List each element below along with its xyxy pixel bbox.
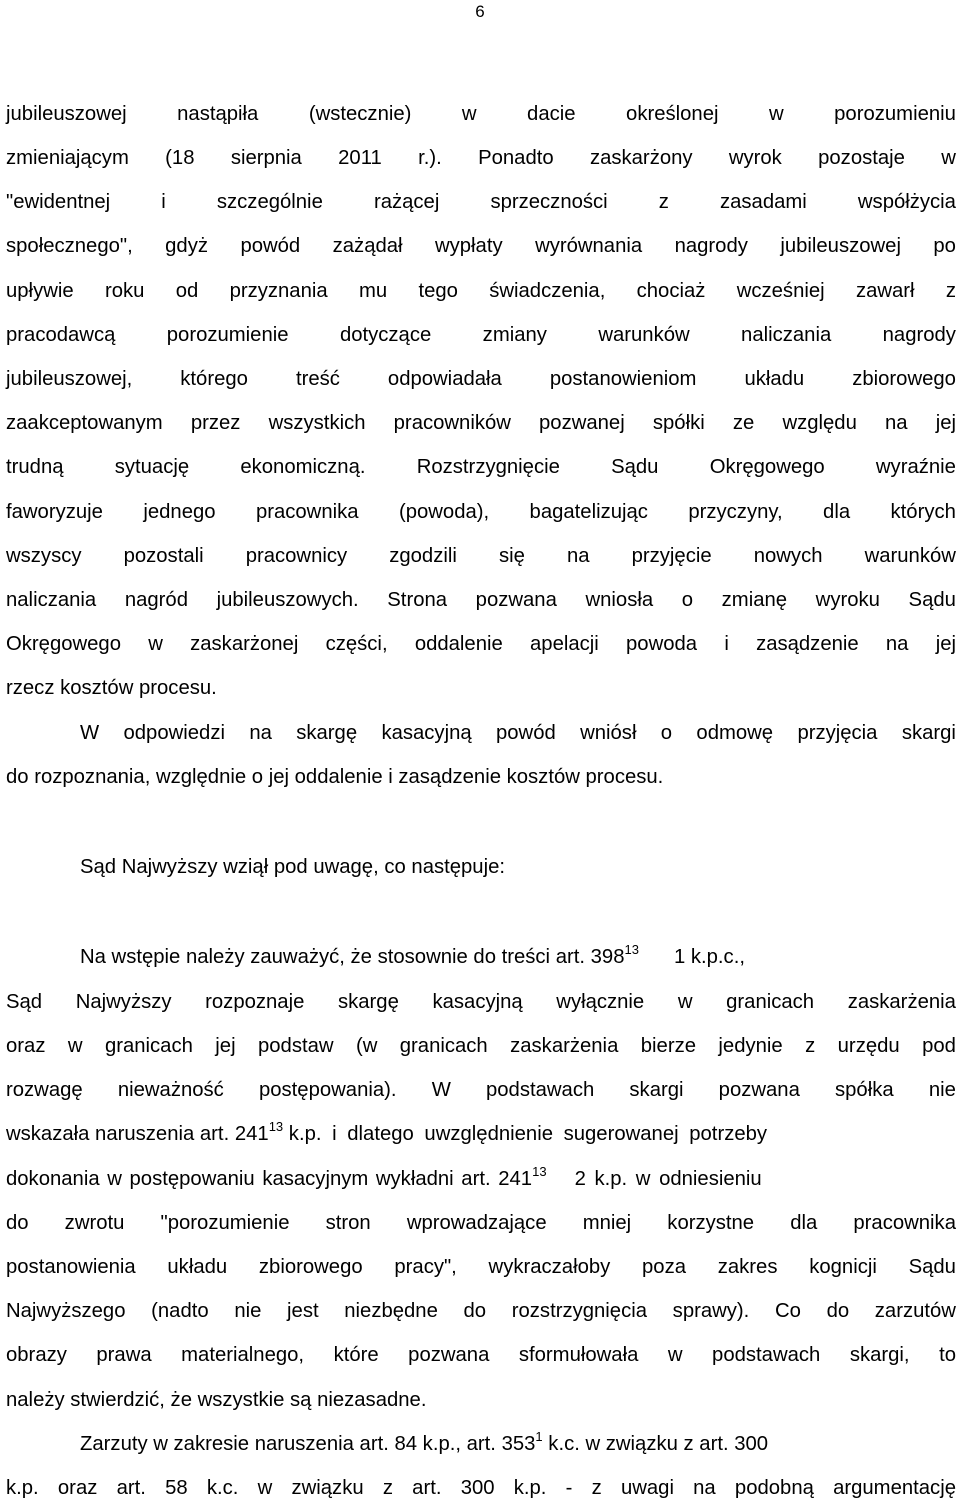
word: w <box>941 147 956 169</box>
word: zasadami <box>720 191 807 213</box>
word: oraz <box>57 1477 98 1499</box>
word: wcześniej <box>736 280 825 302</box>
word: zaakceptowanym <box>6 412 163 434</box>
text-line <box>6 1208 956 1238</box>
word: granicach <box>399 1035 488 1057</box>
text-line <box>6 364 956 394</box>
word: faworyzuje <box>6 501 103 523</box>
word: r.). <box>418 147 442 169</box>
word: trudną <box>6 456 64 478</box>
word: roku <box>104 280 145 302</box>
word: pozwana <box>718 1079 800 1101</box>
word: z <box>805 1035 816 1057</box>
word: jubileuszowej <box>6 103 127 125</box>
word: z <box>945 280 956 302</box>
text-line <box>80 942 956 972</box>
word: art. <box>412 1477 442 1499</box>
word: mu <box>358 280 388 302</box>
word: kognicji <box>809 1256 877 1278</box>
word: sprzeczności <box>490 191 608 213</box>
word: związku <box>291 1477 364 1499</box>
text-line <box>6 1031 956 1061</box>
word: k.c. <box>206 1477 239 1499</box>
word: podstawach <box>486 1079 595 1101</box>
word: odpowiedzi <box>123 722 225 744</box>
word: dla <box>823 501 851 523</box>
word: jedynie <box>718 1035 783 1057</box>
word: na <box>249 722 272 744</box>
word: rozstrzygnięcia <box>511 1300 648 1322</box>
word: naliczania <box>6 589 97 611</box>
word: w <box>257 1477 273 1499</box>
word: jubileuszowej, <box>6 368 133 390</box>
word: obrazy <box>6 1344 67 1366</box>
word: pracownika <box>853 1212 956 1234</box>
word: bagatelizując <box>529 501 648 523</box>
text-line <box>6 1296 956 1326</box>
text-line <box>6 1340 956 1370</box>
word: na <box>693 1477 716 1499</box>
word: zbiorowego <box>852 368 956 390</box>
section-heading: Sąd Najwyższy wziął pod uwagę, co następuje: <box>80 856 506 878</box>
word: przyjęcie <box>631 545 712 567</box>
word: tego <box>418 280 458 302</box>
text-line <box>6 452 956 482</box>
word: którego <box>180 368 248 390</box>
word: Strona <box>387 589 448 611</box>
word: rozwagę <box>6 1079 83 1101</box>
word: określonej <box>626 103 719 125</box>
word: - <box>565 1477 573 1499</box>
word: (nadto <box>151 1300 209 1322</box>
word: "porozumienie <box>160 1212 290 1234</box>
word: przyjęcia <box>797 722 878 744</box>
word: w <box>677 991 693 1013</box>
word: kasacyjną <box>432 991 523 1013</box>
word: urzędu <box>837 1035 900 1057</box>
word: które <box>333 1344 379 1366</box>
word: bierze <box>640 1035 697 1057</box>
word: W <box>431 1079 451 1101</box>
word: w <box>67 1035 83 1057</box>
word: układu <box>167 1256 228 1278</box>
word: (powoda), <box>398 501 490 523</box>
word: których <box>890 501 956 523</box>
word: granicach <box>104 1035 193 1057</box>
word: porozumieniu <box>834 103 956 125</box>
word: nastąpiła <box>177 103 259 125</box>
superscript: 13 <box>268 1119 284 1134</box>
word: 300 <box>460 1477 495 1499</box>
word: jednego <box>143 501 216 523</box>
word: jej <box>215 1035 236 1057</box>
text-line: do rozpoznania, względnie o jej oddalenie i zasądzenie kosztów procesu. <box>6 766 664 788</box>
text-line <box>6 629 956 659</box>
word: na <box>885 633 909 655</box>
word: dla <box>790 1212 818 1234</box>
word: "ewidentnej <box>6 191 111 213</box>
word: z <box>591 1477 602 1499</box>
word: układu <box>744 368 805 390</box>
word: prawa <box>96 1344 152 1366</box>
word: treść <box>295 368 340 390</box>
word: postanowieniom <box>549 368 697 390</box>
word: chociaż <box>636 280 706 302</box>
word: od <box>175 280 199 302</box>
word: i <box>724 633 729 655</box>
word: nagrody <box>882 324 956 346</box>
word: poza <box>642 1256 686 1278</box>
word: podobną <box>734 1477 814 1499</box>
word: sytuację <box>114 456 190 478</box>
word: korzystne <box>667 1212 755 1234</box>
word: jej <box>935 633 956 655</box>
word: nieważność <box>117 1079 224 1101</box>
text-line <box>6 231 956 261</box>
word: wprowadzające <box>406 1212 547 1234</box>
word: apelacji <box>530 633 599 655</box>
word: naliczania <box>741 324 832 346</box>
word: Ponadto <box>478 147 554 169</box>
word: Najwyższy <box>75 991 172 1013</box>
word: wyrok <box>728 147 782 169</box>
word: społecznego", <box>6 235 133 257</box>
text-segment: dokonania w postępowaniu kasacyjnym wykładni art. 241 <box>6 1168 533 1190</box>
word: spółki <box>652 412 705 434</box>
text-line: rzecz kosztów procesu. <box>6 677 217 699</box>
word: skargi <box>901 722 956 744</box>
word: pracownika <box>255 501 359 523</box>
text-line <box>6 541 956 571</box>
word: zwrotu <box>64 1212 125 1234</box>
word: powoda <box>626 633 698 655</box>
word: zażądał <box>332 235 403 257</box>
word: ze <box>732 412 755 434</box>
word: zaskarżonej <box>190 633 299 655</box>
word: niezbędne <box>344 1300 438 1322</box>
word: Okręgowego <box>6 633 121 655</box>
word: szczególnie <box>216 191 323 213</box>
word: wszystkich <box>268 412 366 434</box>
word: pod <box>922 1035 956 1057</box>
text-line <box>6 1164 956 1194</box>
word: odmowę <box>696 722 774 744</box>
word: Sądu <box>611 456 659 478</box>
word: dacie <box>527 103 576 125</box>
word: pozostaje <box>818 147 905 169</box>
word: sprawy). <box>672 1300 750 1322</box>
word: oddalenie <box>414 633 503 655</box>
word: jest <box>287 1300 319 1322</box>
word: zaskarżenia <box>847 991 956 1013</box>
word: dotyczące <box>339 324 432 346</box>
word: postępowania). <box>258 1079 397 1101</box>
word: części, <box>325 633 388 655</box>
word: w <box>769 103 784 125</box>
word: jej <box>935 412 956 434</box>
word: zaskarżony <box>589 147 693 169</box>
superscript: 1 <box>535 1429 543 1444</box>
word: jubileuszowej <box>780 235 901 257</box>
text-line: należy stwierdzić, że wszystkie są niezasadne. <box>6 1389 427 1411</box>
word: granicach <box>726 991 815 1013</box>
text-line <box>6 585 956 615</box>
word: pracowników <box>393 412 511 434</box>
word: porozumienie <box>166 324 289 346</box>
word: o <box>681 589 694 611</box>
word: art. <box>116 1477 146 1499</box>
word: wszyscy <box>6 545 82 567</box>
text-segment: k.p. i dlatego uwzględnienie sugerowanej potrzeby <box>288 1123 768 1145</box>
word: (w <box>355 1035 378 1057</box>
word: skargi <box>629 1079 684 1101</box>
text-line <box>80 1429 956 1459</box>
word: skargi, <box>849 1344 910 1366</box>
word: podstaw <box>258 1035 334 1057</box>
text-segment: Zarzuty w zakresie naruszenia art. 84 k.p., art. 353 <box>80 1433 536 1455</box>
word: rozpoznaje <box>205 991 305 1013</box>
word: Co <box>774 1300 801 1322</box>
word: ekonomiczną. <box>240 456 366 478</box>
word: 2011 <box>338 147 382 169</box>
word: wniósł <box>580 722 637 744</box>
word: Sądu <box>908 589 956 611</box>
word: materialnego, <box>181 1344 305 1366</box>
word: świadczenia, <box>489 280 606 302</box>
word: mniej <box>582 1212 632 1234</box>
word: w <box>461 103 477 125</box>
word: pozostali <box>123 545 204 567</box>
word: przyczyny, <box>688 501 783 523</box>
superscript: 13 <box>624 942 639 957</box>
word: z <box>382 1477 393 1499</box>
text-line <box>80 718 956 748</box>
word: Najwyższego <box>6 1300 126 1322</box>
word: 58 <box>165 1477 188 1499</box>
word: zmianę <box>721 589 788 611</box>
word: pozwanej <box>539 412 625 434</box>
word: postanowienia <box>6 1256 136 1278</box>
text-line <box>6 320 956 350</box>
word: do <box>6 1212 29 1234</box>
word: współżycia <box>857 191 956 213</box>
word: pozwana <box>475 589 557 611</box>
word: nagród <box>124 589 188 611</box>
text-line <box>6 276 956 306</box>
word: zasądzenie <box>756 633 859 655</box>
text-line <box>6 497 956 527</box>
word: uwagi <box>620 1477 674 1499</box>
text-line <box>6 1473 956 1503</box>
text-segment: Na wstępie należy zauważyć, że stosownie do treści art. 398 <box>80 946 625 968</box>
word: k.p. <box>513 1477 547 1499</box>
word: k.p. <box>6 1477 39 1499</box>
word: warunków <box>864 545 956 567</box>
superscript: 13 <box>532 1164 547 1179</box>
word: zakres <box>717 1256 778 1278</box>
word: w <box>667 1344 683 1366</box>
word: na <box>885 412 908 434</box>
word: spółka <box>835 1079 894 1101</box>
word: w <box>148 633 163 655</box>
text-segment: 1 k.p.c., <box>673 946 745 968</box>
word: powód <box>495 722 556 744</box>
word: z <box>658 191 669 213</box>
word: podstawach <box>712 1344 821 1366</box>
word: nagrody <box>674 235 748 257</box>
word: powód <box>240 235 301 257</box>
word: skargę <box>296 722 358 744</box>
word: zawarł <box>855 280 915 302</box>
word: sformułowała <box>518 1344 639 1366</box>
text-line <box>6 187 956 217</box>
text-segment: k.c. w związku z art. 300 <box>548 1433 769 1455</box>
word: Okręgowego <box>709 456 825 478</box>
word: do <box>463 1300 487 1322</box>
word: wyroku <box>815 589 880 611</box>
word: upływie <box>6 280 74 302</box>
word: (wstecznie) <box>308 103 412 125</box>
word: o <box>660 722 673 744</box>
word: oraz <box>6 1035 46 1057</box>
word: warunków <box>598 324 690 346</box>
word: wyraźnie <box>875 456 956 478</box>
word: nowych <box>753 545 823 567</box>
word: (18 <box>165 147 195 169</box>
text-line <box>6 143 956 173</box>
word: nie <box>234 1300 262 1322</box>
word: zmieniającym <box>6 147 129 169</box>
word: skargę <box>337 991 399 1013</box>
word: jubileuszowych. <box>216 589 359 611</box>
word: pozwana <box>408 1344 490 1366</box>
word: wypłaty <box>434 235 503 257</box>
word: stron <box>325 1212 371 1234</box>
word: pracodawcą <box>6 324 116 346</box>
word: to <box>939 1344 956 1366</box>
text-line <box>6 408 956 438</box>
text-line <box>6 1252 956 1282</box>
word: Sąd <box>6 991 43 1013</box>
word: wyrównania <box>535 235 643 257</box>
word: zarzutów <box>874 1300 956 1322</box>
word: wyłącznie <box>556 991 645 1013</box>
word: W <box>80 722 100 744</box>
word: sierpnia <box>230 147 302 169</box>
word: po <box>933 235 956 257</box>
word: i <box>161 191 166 213</box>
word: gdyż <box>165 235 208 257</box>
word: rażącej <box>373 191 440 213</box>
text-segment: 2 k.p. w odniesieniu <box>574 1168 762 1190</box>
page-number: 6 <box>475 2 485 21</box>
word: pracy", <box>394 1256 457 1278</box>
word: argumentację <box>833 1477 956 1499</box>
word: Sądu <box>908 1256 956 1278</box>
word: zaskarżenia <box>510 1035 619 1057</box>
word: przez <box>190 412 241 434</box>
word: zbiorowego <box>258 1256 363 1278</box>
word: względu <box>782 412 857 434</box>
word: zmiany <box>482 324 547 346</box>
word: Rozstrzygnięcie <box>416 456 560 478</box>
text-line <box>6 1119 956 1149</box>
text-line <box>6 987 956 1017</box>
word: odpowiadała <box>387 368 502 390</box>
word: pracownicy <box>245 545 348 567</box>
word: nie <box>928 1079 956 1101</box>
word: kasacyjną <box>381 722 472 744</box>
text-line <box>6 99 956 129</box>
word: się <box>498 545 525 567</box>
word: wykraczałoby <box>488 1256 611 1278</box>
text-segment: wskazała naruszenia art. 241 <box>6 1123 269 1145</box>
word: przyznania <box>229 280 328 302</box>
word: zgodzili <box>389 545 457 567</box>
text-line <box>6 1075 956 1105</box>
word: do <box>826 1300 850 1322</box>
word: na <box>566 545 590 567</box>
word: wniosła <box>585 589 654 611</box>
